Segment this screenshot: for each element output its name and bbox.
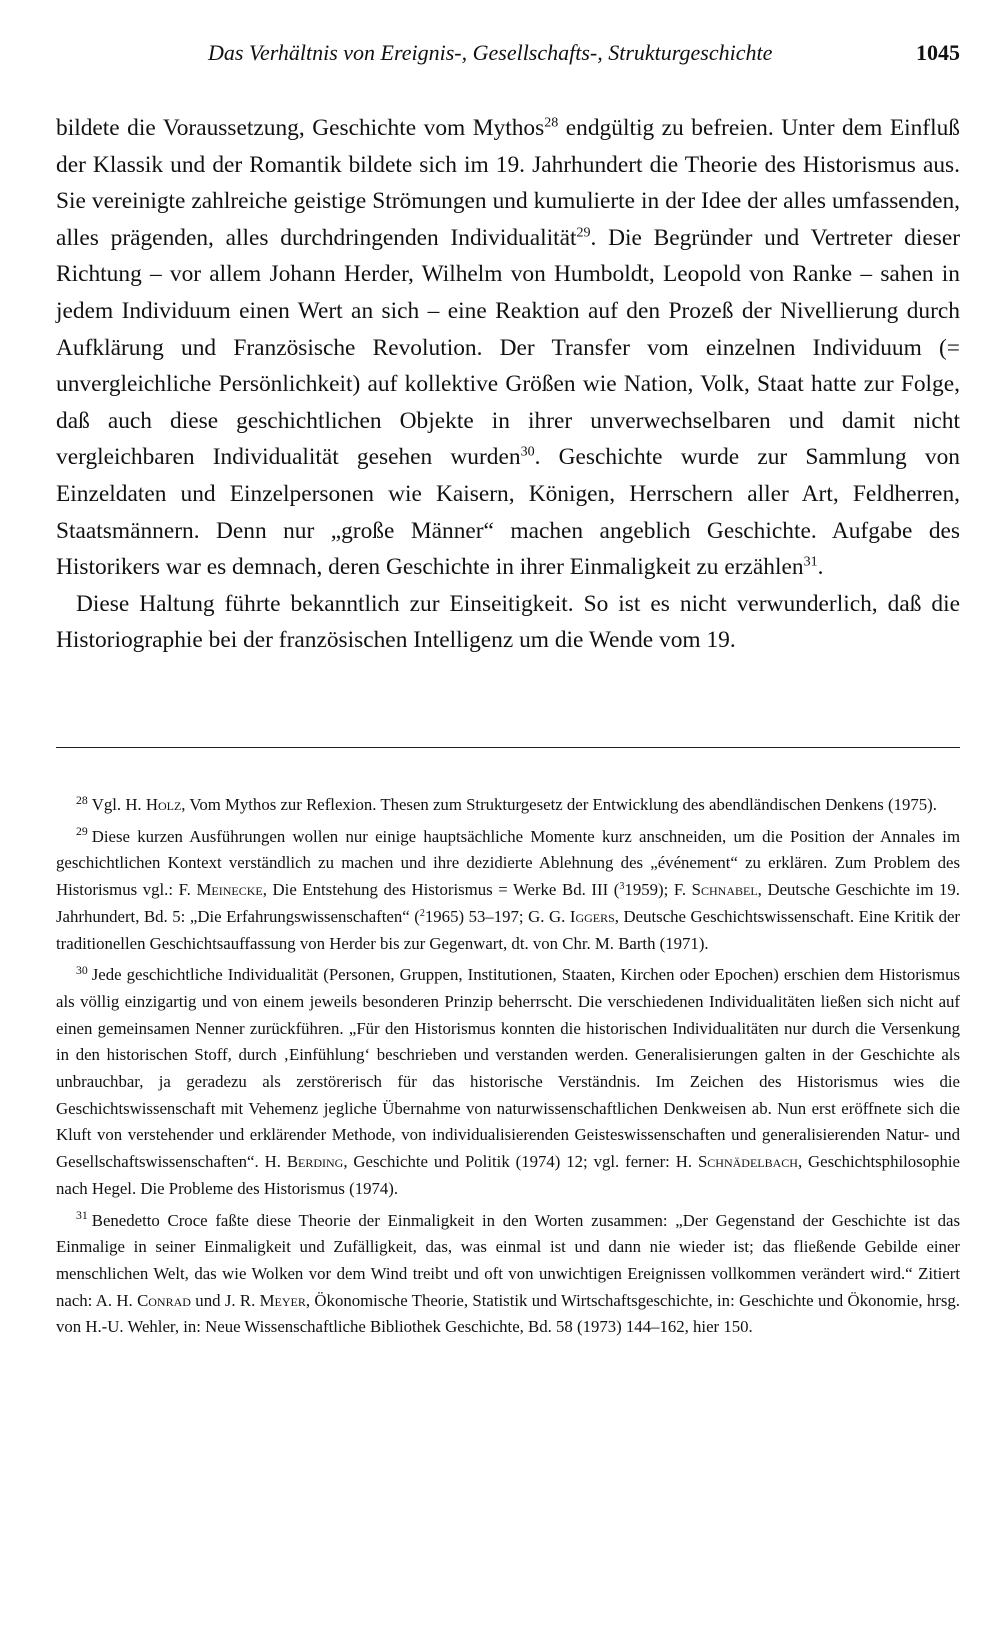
footnote-text: , Die Entstehung des Historismus = Werke Bd. III ( xyxy=(262,880,620,900)
author-name: Meyer xyxy=(259,1290,306,1310)
footnote-text: und J. R. xyxy=(190,1290,260,1310)
paragraph-1-segment: bildete die Voraussetzung, Geschichte vom Mythos xyxy=(56,115,545,141)
footnote-text: , Vom Mythos zur Reflexion. Thesen zum Strukturgesetz der Entwicklung des abendländischen Denkens (1975). xyxy=(181,795,937,814)
footnote-text: , Ökonomische Theorie, Statistik und Wirtschaftsgeschichte, in: Geschichte und Ökonomie, hrsg. von H.-U. Wehler, in: Neue Wissenschaftliche Bibliothek Geschichte, Bd. 58 (1973) 144–162, hier 150. xyxy=(56,1290,960,1337)
footnote-text: Benedetto Croce faßte diese Theorie der Einmaligkeit in den Worten zusammen: „Der Gegenstand der Geschichte ist das Einmalige in seiner Einmaligkeit und Zufälligkeit, das, was einmal ist und dann nie wieder ist; das fließende Gebilde einer menschlichen Welt, das wie Wolken vor dem Wind treibt und oft von unwichtigen Ereignissen vollkommen verändert wird.“ Zitiert nach: A. H. xyxy=(56,1210,960,1310)
footnote-divider xyxy=(56,747,960,748)
footnote-text: 1959); F. xyxy=(624,880,692,900)
author-name: Schnädelbach xyxy=(697,1152,798,1172)
footnote-29 xyxy=(56,824,960,958)
footnote-number: 28 xyxy=(76,793,88,807)
footnote-30 xyxy=(56,962,960,1202)
author-name: Berding xyxy=(286,1152,344,1172)
footnote-31 xyxy=(56,1208,960,1342)
paragraph-1 xyxy=(56,110,960,586)
footnote-ref-29: 29 xyxy=(576,224,591,241)
page-number: 1045 xyxy=(916,40,960,65)
footnote-text: , Geschichtsphilosophie nach Hegel. Die Probleme des Historismus (1974). xyxy=(56,1152,960,1198)
footnote-number: 30 xyxy=(76,963,88,977)
edition-number: 2 xyxy=(419,907,425,919)
footnote-text: , Geschichte und Politik (1974) 12; vgl. ferner: H. xyxy=(343,1152,698,1172)
paragraph-1-segment: . Die Begründer und Vertreter dieser Richtung – vor allem Johann Herder, Wilhelm von Humboldt, Leopold von Ranke – sahen in jedem Individuum einen Wert an sich – eine Reaktion auf den Prozeß der Nivellierung durch Aufklärung und Französische Revolution. Der Transfer vom einzelnen Individuum (= unvergleichliche Persönlichkeit) auf kollektive Größen wie Nation, Volk, Staat hatte zur Folge, daß auch diese geschichtlichen Objekte in ihrer unverwechselbaren und damit nicht vergleichbaren Individualität gesehen wurden xyxy=(56,224,960,471)
author-name: Iggers xyxy=(569,906,615,926)
footnote-ref-30: 30 xyxy=(520,443,535,460)
running-title: Das Verhältnis von Ereignis-, Gesellschafts-, Strukturgeschichte xyxy=(208,40,773,65)
footnote-text: Jede geschichtliche Individualität (Personen, Gruppen, Institutionen, Staaten, Kirchen oder Epochen) erschien dem Historismus als völlig einzigartig und von einem jeweils besonderen Prinzip beherrscht. Die verschiedenen Individualitäten ließen sich nicht auf einen gemeinsamen Nenner zurückführen. „Für den Historismus konnten die historischen Individualitäten nur durch die Versenkung in den historischen Stoff, durch ‚Einfühlung‘ beschrieben und verstanden werden. Generalisierungen galten in der Geschichte als unbrauchbar, ja geradezu als zerstörerisch für das historische Verständnis. Im Zeichen des Historismus wies die Geschichtswissenschaft mit Vehemenz jegliche Übernahme von naturwissenschaftlichen Denkweisen ab. Nun erst eröffnete sich die Kluft von verstehender und erklärender Methode, von individualisierenden Geisteswissenschaften und generalisierenden Natur- und Gesellschaftswissenschaften“. H. xyxy=(56,965,960,1172)
running-head xyxy=(56,38,960,68)
footnote-28 xyxy=(56,792,960,819)
footnote-text: Diese kurzen Ausführungen wollen nur einige hauptsächliche Momente kurz anschneiden, um die Position der Annales im geschichtlichen Kontext verständlich zu machen und ihre dezidierte Ablehnung des „événement“ zu erklären. Zum Problem des Historismus vgl.: F. xyxy=(56,826,960,900)
paragraph-1-segment: . Geschichte wurde zur Sammlung von Einzeldaten und Einzelpersonen wie Kaisern, Königen, Herrschern aller Art, Feldherren, Staatsmännern. Denn nur „große Männer“ machen angeblich Geschichte. Aufgabe des Historikers war es demnach, deren Geschichte in ihrer Einmaligkeit zu erzählen xyxy=(56,444,961,581)
footnote-text: Vgl. H. xyxy=(91,795,146,814)
body-text xyxy=(56,110,960,659)
footnote-number: 31 xyxy=(76,1209,88,1223)
footnote-number: 29 xyxy=(76,825,88,839)
author-name: Meinecke xyxy=(196,880,263,900)
edition-number: 3 xyxy=(619,881,625,893)
footnote-text: 1965) 53–197; G. G. xyxy=(424,906,570,926)
footnote-text: , Deutsche Geschichtswissenschaft. Eine Kritik der traditionellen Geschichtsauffassung von Herder bis zur Gegenwart, dt. von Chr. M. Barth (1971). xyxy=(56,906,960,953)
footnote-text: , Deutsche Geschichte im 19. Jahrhundert, Bd. 5: „Die Erfahrungswissenschaften“ ( xyxy=(56,880,961,926)
footnote-ref-31: 31 xyxy=(803,553,818,570)
author-name: Schnabel xyxy=(691,880,758,900)
author-name: Conrad xyxy=(137,1290,191,1310)
paragraph-1-segment: . xyxy=(817,554,824,581)
paragraph-1-segment: endgültig zu befreien. Unter dem Einfluß der Klassik und der Romantik bildete sich im 19. Jahrhundert die Theorie des Historismus aus. Sie vereinigte zahlreiche geistige Strömungen und kumulierte in der Idee der alles umfassenden, alles prägenden, alles durchdringenden Individualität xyxy=(56,115,960,251)
paragraph-2: Diese Haltung führte bekanntlich zur Einseitigkeit. So ist es nicht verwunderlich, daß die Historiographie bei der französischen Intelligenz um die Wende vom 19. xyxy=(56,590,960,654)
author-name: Holz xyxy=(145,795,182,814)
footnotes xyxy=(56,792,960,1346)
footnote-ref-28: 28 xyxy=(544,114,559,131)
